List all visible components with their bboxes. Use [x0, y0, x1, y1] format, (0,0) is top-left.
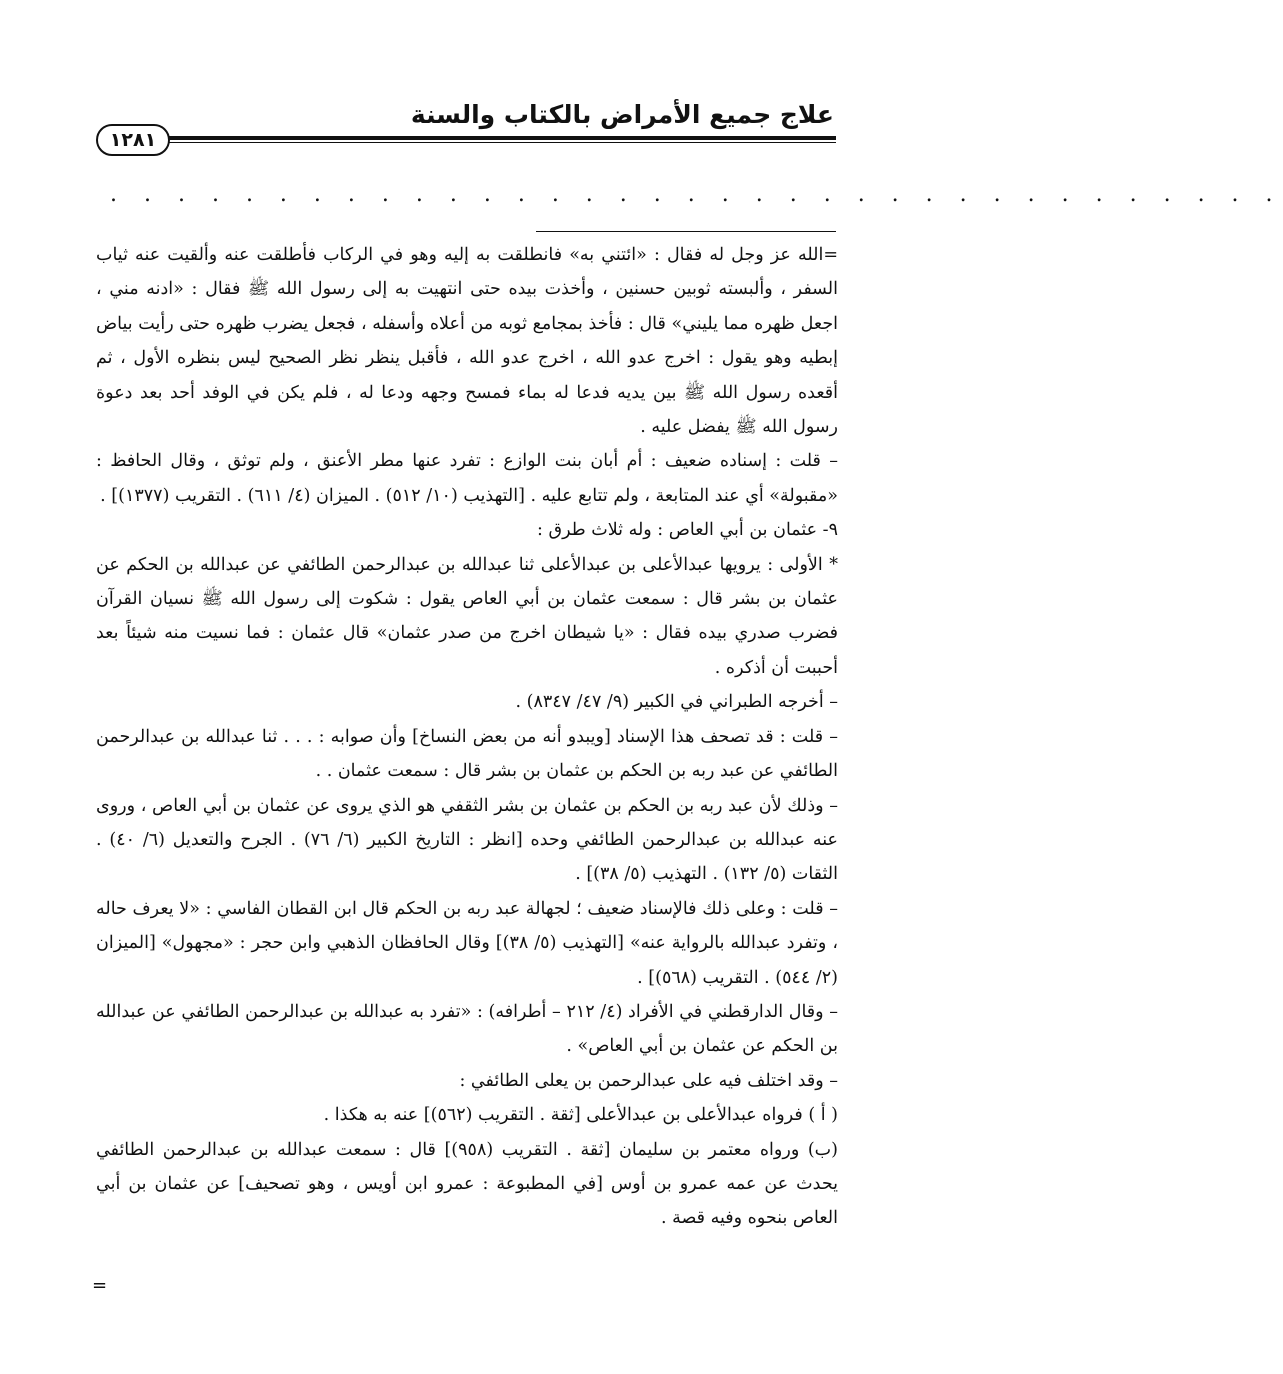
footnote-rule — [536, 231, 836, 232]
paragraph: =الله عز وجل له فقال : «ائتني به» فانطلقت به إليه وهو في الركاب فأطلقت عنه وألقيت عنه ثياب السفر ، وألبسته ثوبين حسنين ، وأخذت بيده حتى انتهيت به إلى رسول الله ﷺ فقال : «ادنه مني ، اجعل ظهره مما يليني» قال : فأخذ بمجامع ثوبه من أعلاه وأسفله ، فجعل يضرب ظهره حتى رأيت بياض إبطيه وهو يقول : اخرج عدو الله ، اخرج عدو الله ، فأقبل ينظر نظر الصحيح ليس بنظره الأول ، ثم أقعده رسول الله ﷺ بين يديه فدعا له بماء فمسح وجهه ودعا له ، فلم يكن في الوفد أحد بعد دعوة رسول الله ﷺ يفضل عليه . — [96, 245, 838, 438]
footnote-body — [96, 238, 838, 1236]
paragraph: – قلت : إسناده ضعيف : أم أبان بنت الوازع : تفرد عنها مطر الأعنق ، ولم توثق ، وقال الحافظ : «مقبولة» أي عند المتابعة ، ولم تتابع عليه . [التهذيب (١٠/ ٥١٢) . الميزان (٤/ ٦١١) . التقريب (١٣٧٧)] . — [96, 451, 838, 506]
paragraph: – وقد اختلف فيه على عبدالرحمن بن يعلى الطائفي : — [459, 1070, 838, 1091]
paragraph: * الأولى : يرويها عبدالأعلى بن عبدالأعلى ثنا عبدالله بن عبدالرحمن الطائفي عن عبدالله بن الحكم عن عثمان بن بشر قال : سمعت عثمان بن أبي العاص يقول : شكوت إلى رسول الله ﷺ نسيان القرآن فضرب صدري بيده فقال : «يا شيطان اخرج من صدر عثمان» قال عثمان : فما نسيت منه شيئاً بعد أحببت أن أذكره . — [96, 554, 838, 678]
paragraph: – قلت : وعلى ذلك فالإسناد ضعيف ؛ لجهالة عبد ربه بن الحكم قال ابن القطان الفاسي : «لا يعرف حاله ، وتفرد عبدالله بالرواية عنه» [التهذيب (٥/ ٣٨)] وقال الحافظان الذهبي وابن حجر : «مجهول» [الميزان (٢/ ٥٤٤) . التقريب (٥٦٨)] . — [96, 898, 839, 988]
running-header-title: علاج جميع الأمراض بالكتاب والسنة — [410, 100, 834, 129]
paragraph: ( أ ) فرواه عبدالأعلى بن عبدالأعلى [ثقة . التقريب (٥٦٢)] عنه به هكذا . — [323, 1105, 838, 1126]
header-rule — [160, 136, 836, 140]
paragraph: – قلت : قد تصحف هذا الإسناد [ويبدو أنه من بعض النساخ] وأن صوابه : . . . ثنا عبدالله بن عبدالرحمن الطائفي عن عبد ربه بن الحكم بن عثمان بن بشر قال : سمعت عثمان . . — [96, 726, 838, 782]
separator-dots: . . . . . . . . . . . . . . . . . . . . . . . . . . . . . . . . . . . — [110, 182, 1283, 207]
page-number: ١٢٨١ — [96, 124, 170, 156]
paragraph: ٩- عثمان بن أبي العاص : وله ثلاث طرق : — [537, 520, 838, 541]
paragraph: – وذلك لأن عبد ربه بن الحكم بن عثمان بن بشر الثقفي هو الذي يروى عن عثمان بن أبي العاص ، وروى عنه عبدالله بن عبدالرحمن الطائفي وحده [انظر : التاريخ الكبير (٦/ ٧٦) . الجرح والتعديل (٦/ ٤٠) . الثقات (٥/ ١٣٢) . التهذيب (٥/ ٣٨)] . — [96, 795, 838, 885]
paragraph: (ب) ورواه معتمر بن سليمان [ثقة . التقريب (٩٥٨)] قال : سمعت عبدالله بن عبدالرحمن الطائفي يحدث عن عمه عمرو بن أوس [في المطبوعة : عمرو ابن أويس ، وهو تصحيف] عن عثمان بن أبي العاص بنحوه وفيه قصة . — [96, 1139, 838, 1229]
header-rule-thin — [160, 142, 836, 143]
paragraph: – أخرجه الطبراني في الكبير (٩/ ٤٧/ ٨٣٤٧) . — [515, 692, 838, 713]
paragraph: – وقال الدارقطني في الأفراد (٤/ ٢١٢ – أطرافه) : «تفرد به عبدالله بن عبدالرحمن الطائفي عن عبدالله بن الحكم عن عثمان بن أبي العاص» . — [96, 1001, 838, 1057]
continuation-mark: = — [92, 1275, 108, 1296]
